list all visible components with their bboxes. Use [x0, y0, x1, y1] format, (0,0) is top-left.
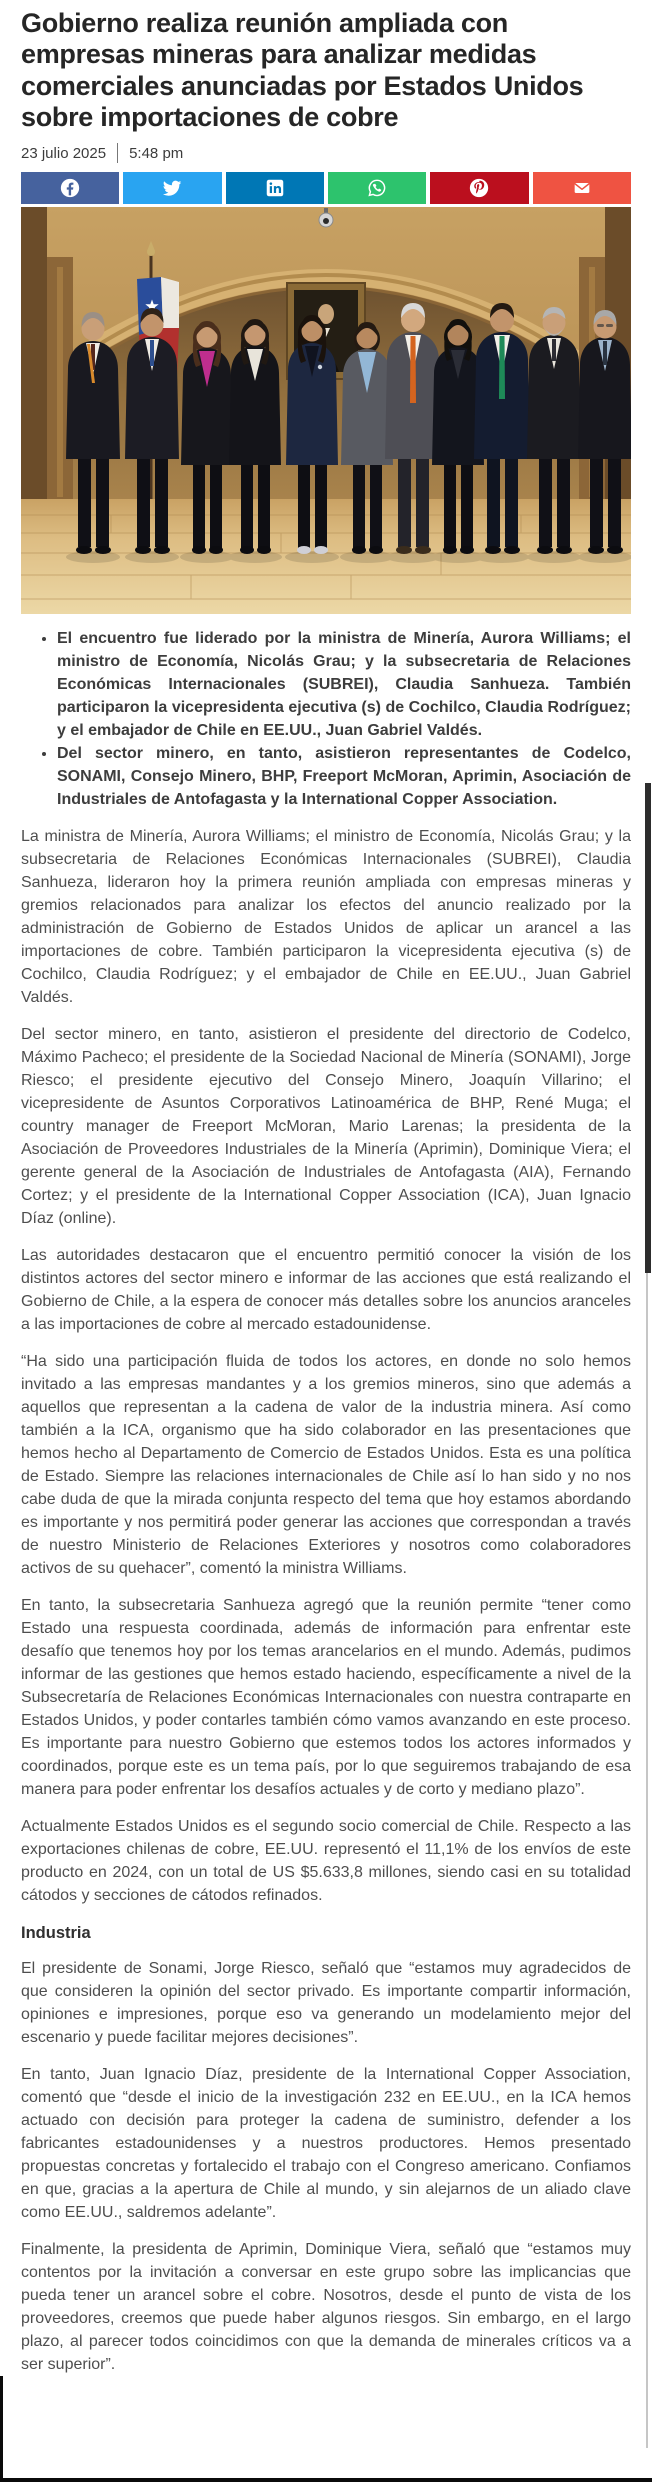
- share-email-button[interactable]: [533, 172, 631, 204]
- key-points-list: [21, 627, 631, 811]
- share-facebook-button[interactable]: [21, 172, 119, 204]
- article-paragraph: Actualmente Estados Unidos es el segundo socio comercial de Chile. Respecto a las exportaciones chilenas de cobre, EE.UU. representó el 11,1% de los envíos de este producto en 2024, con un total de US $5.633,8 millones, siendo casi en su totalidad cátodos y secciones de cátodos refinados.: [21, 1818, 631, 1905]
- whatsapp-icon: [366, 177, 388, 199]
- share-pinterest-button[interactable]: [430, 172, 528, 204]
- article-paragraph: El presidente de Sonami, Jorge Riesco, señaló que “estamos muy agradecidos de que consideren la opinión del sector privado. Es importante compartir información, opiniones e impresiones, porque eso va generando un modelamiento mejor del escenario y puede facilitar mejores decisiones”.: [21, 1960, 631, 2047]
- twitter-icon: [161, 177, 183, 199]
- share-buttons-row: [21, 172, 631, 204]
- meeting-photo-illustration: [21, 207, 631, 614]
- article-paragraph: Finalmente, la presidenta de Aprimin, Dominique Viera, señaló que “estamos muy contentos por la invitación a conversar en este grupo sobre las implicancias que pueda tener un arancel sobre el cobre. Nosotros, desde el punto de vista de los proveedores, creemos que puede haber algunos riesgos. Sin embargo, en el largo plazo, al parecer todos coincidimos con que la demanda de minerales críticos va a ser superior”.: [21, 2241, 631, 2374]
- article-time: 5:48 pm: [129, 144, 184, 162]
- date-separator: [117, 143, 118, 163]
- share-twitter-button[interactable]: [123, 172, 221, 204]
- article-paragraph: En tanto, Juan Ignacio Díaz, presidente de la International Copper Association, comentó que “desde el inicio de la investigación 232 en EE.UU., en la ICA hemos actuado con decisión para proteger la cadena de suministro, defender a los fabricantes estadounidenses y a nuestros productores. Hemos presentado propuestas concretas y fortalecido el trabajo con el Congreso americano. Confiamos en que, gracias a la apertura de Chile al mundo, y sin alejarnos de un aliado clave como EE.UU., saldremos adelante”.: [21, 2066, 631, 2222]
- window-border-bottom: [0, 2478, 652, 2482]
- key-point: • Del sector minero, en tanto, asistieron representantes de Codelco, SONAMI, Consejo Minero, BHP, Freeport McMoran, Aprimin, Asociación de Industriales de Antofagasta y la International Copper Association.: [57, 742, 631, 811]
- article-paragraph: En tanto, la subsecretaria Sanhueza agregó que la reunión permite “tener como Estado una respuesta coordinada, además de información para enfrentar este desafío que tenemos hoy por los temas arancelarios en el mundo. Además, pudimos informar de las gestiones que hemos estado haciendo, específicamente a nivel de la Subsecretaría de Relaciones Económicas Internacionales con nuestra contraparte en Estados Unidos, y poder contarles también cómo vamos avanzando en este proceso. Es importante para nuestro Gobierno que estemos todos los actores informados y coordinados, porque este es un tema país, por lo que seguiremos trabajando de esa manera para poder enfrentar los desafíos actuales y de corto y mediano plazo”.: [21, 1597, 631, 1799]
- article-paragraph: “Ha sido una participación fluida de todos los actores, en donde no solo hemos invitado a las empresas mandantes y a los gremios mineros, sino que además a aquellos que representan a la cadena de valor de la industria minera. Así como también a la ICA, organismo que ha sido colaborador en las presentaciones que hemos hecho al Departamento de Comercio de Estados Unidos. Esta es una política de Estado. Siempre las relaciones internacionales de Chile así lo han sido y no nos cabe duda de que la mirada conjunta respecto del tema que hoy estamos abordando es importante y nos permitirá poder generar las acciones que correspondan a través de nuestro Ministerio de Relaciones Exteriores y nosotros como colaboradores activos de su quehacer”, comentó la ministra Williams.: [21, 1353, 631, 1578]
- linkedin-icon: [264, 177, 286, 199]
- article-title: Gobierno realiza reunión ampliada con empresas mineras para analizar medidas comerciales anunciadas por Estados Unidos sobre importaciones de cobre: [21, 8, 584, 132]
- scrollbar-thumb[interactable]: [645, 783, 651, 1273]
- facebook-icon: [59, 177, 81, 199]
- article-paragraph: La ministra de Minería, Aurora Williams; el ministro de Economía, Nicolás Grau; y la subsecretaria de Relaciones Económicas Internacionales (SUBREI), Claudia Sanhueza, lideraron hoy la primera reunión ampliada con empresas mineras y gremios relacionados para analizar los efectos del anuncio realizado por la administración de Gobierno de Estados Unidos de aplicar un arancel a las importaciones de cobre. También participaron la vicepresidenta ejecutiva (s) de Cochilco, Claudia Rodríguez; y el embajador de Chile en EE.UU., Juan Gabriel Valdés.: [21, 828, 631, 1007]
- key-point: • El encuentro fue liderado por la ministra de Minería, Aurora Williams; el ministro de Economía, Nicolás Grau; y la subsecretaria de Relaciones Económicas Internacionales (SUBREI), Claudia Sanhueza. También participaron la vicepresidenta ejecutiva (s) de Cochilco, Claudia Rodríguez; y el embajador de Chile en EE.UU., Juan Gabriel Valdés.: [57, 627, 631, 742]
- email-icon: [570, 177, 594, 199]
- window-border-left: [0, 2376, 3, 2482]
- section-subheading: Industria: [21, 1924, 91, 1943]
- pinterest-icon: [468, 177, 490, 199]
- article-paragraph: Del sector minero, en tanto, asistieron el presidente del directorio de Codelco, Máximo Pacheco; el presidente de la Sociedad Nacional de Minería (SONAMI), Jorge Riesco; el presidente ejecutivo del Consejo Minero, Joaquín Villarino; el vicepresidente de Asuntos Corporativos Latinoamérica de BHP, René Muga; el country manager de Freeport McMoran, Mario Larenas; la presidenta de la Asociación de Proveedores Industriales de la Minería (Aprimin), Dominique Viera; el gerente general de la Asociación de Industriales de Antofagasta (AIA), Fernando Cortez; y el presidente de la International Copper Association (ICA), Juan Ignacio Díaz (online).: [21, 1026, 631, 1228]
- share-linkedin-button[interactable]: [226, 172, 324, 204]
- article-container: [0, 8, 652, 2376]
- share-whatsapp-button[interactable]: [328, 172, 426, 204]
- article-photo: [21, 207, 631, 614]
- article-paragraph: Las autoridades destacaron que el encuentro permitió conocer la visión de los distintos actores del sector minero e informar de las acciones que está realizando el Gobierno de Chile, a la espera de conocer más detalles sobre los anuncios aranceles a las importaciones de cobre al mercado estadounidense.: [21, 1247, 631, 1334]
- article-date: 23 julio 2025: [21, 144, 107, 162]
- article-meta: [21, 143, 631, 163]
